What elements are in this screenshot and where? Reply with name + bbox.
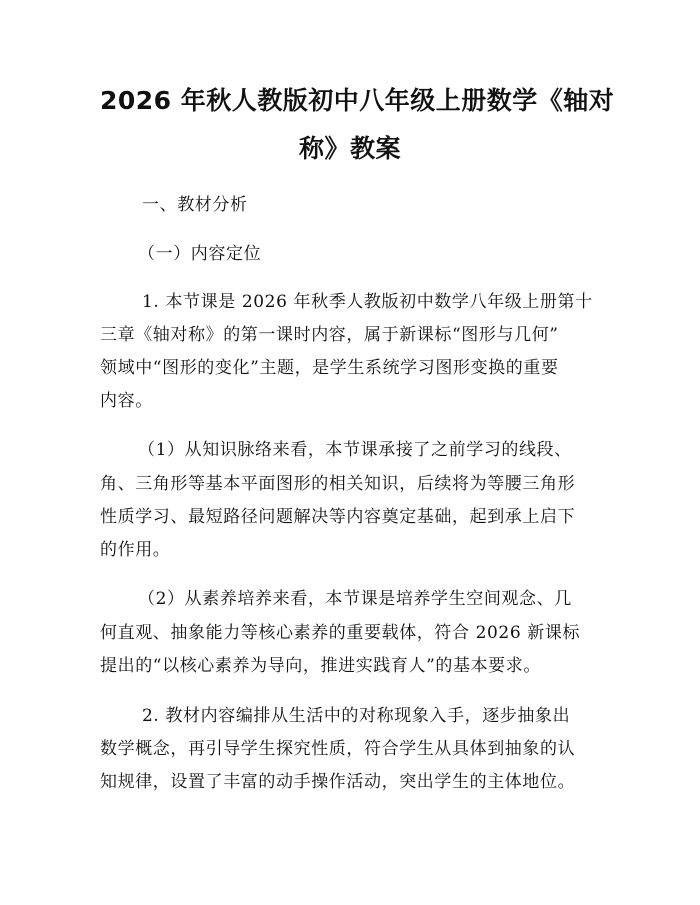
paragraph-2-line-1: （1）从知识脉络来看，本节课承接了之前学习的线段、 (138, 440, 572, 460)
paragraph-4-line-1: 2. 教材内容编排从生活中的对称现象入手，逐步抽象出 (142, 706, 571, 726)
section-heading: 一、教材分析 (142, 195, 248, 215)
document-title-line-2: 称》教案 (298, 134, 401, 163)
paragraph-2-line-2: 角、三角形等基本平面图形的相关知识，后续将为等腰三角形 (100, 474, 576, 494)
paragraph-1-line-3: 领域中“图形的变化”主题，是学生系统学习图形变换的重要 (100, 358, 559, 378)
paragraph-3-line-2: 何直观、抽象能力等核心素养的重要载体，符合 2026 新课标 (100, 623, 581, 643)
paragraph-1-line-2: 三章《轴对称》的第一课时内容，属于新课标“图形与几何” (100, 325, 559, 345)
paragraph-2-line-4: 的作用。 (100, 540, 171, 560)
paragraph-4-line-2: 数学概念，再引导学生探究性质，符合学生从具体到抽象的认 (100, 739, 576, 759)
subsection-heading: （一）内容定位 (138, 244, 262, 264)
paragraph-3-line-1: （2）从素养培养来看，本节课是培养学生空间观念、几 (138, 589, 572, 609)
paragraph-2-line-3: 性质学习、最短路径问题解决等内容奠定基础，起到承上启下 (100, 507, 576, 527)
document-title-line-1: 2026 年秋人教版初中八年级上册数学《轴对 (100, 86, 615, 115)
paragraph-4-line-3: 知规律，设置了丰富的动手操作活动，突出学生的主体地位。 (100, 772, 576, 792)
paragraph-1-line-1: 1. 本节课是 2026 年秋季人教版初中数学八年级上册第十 (142, 292, 593, 312)
paragraph-1-line-4: 内容。 (100, 391, 153, 411)
paragraph-3-line-3: 提出的“以核心素养为导向，推进实践育人”的基本要求。 (100, 656, 541, 676)
